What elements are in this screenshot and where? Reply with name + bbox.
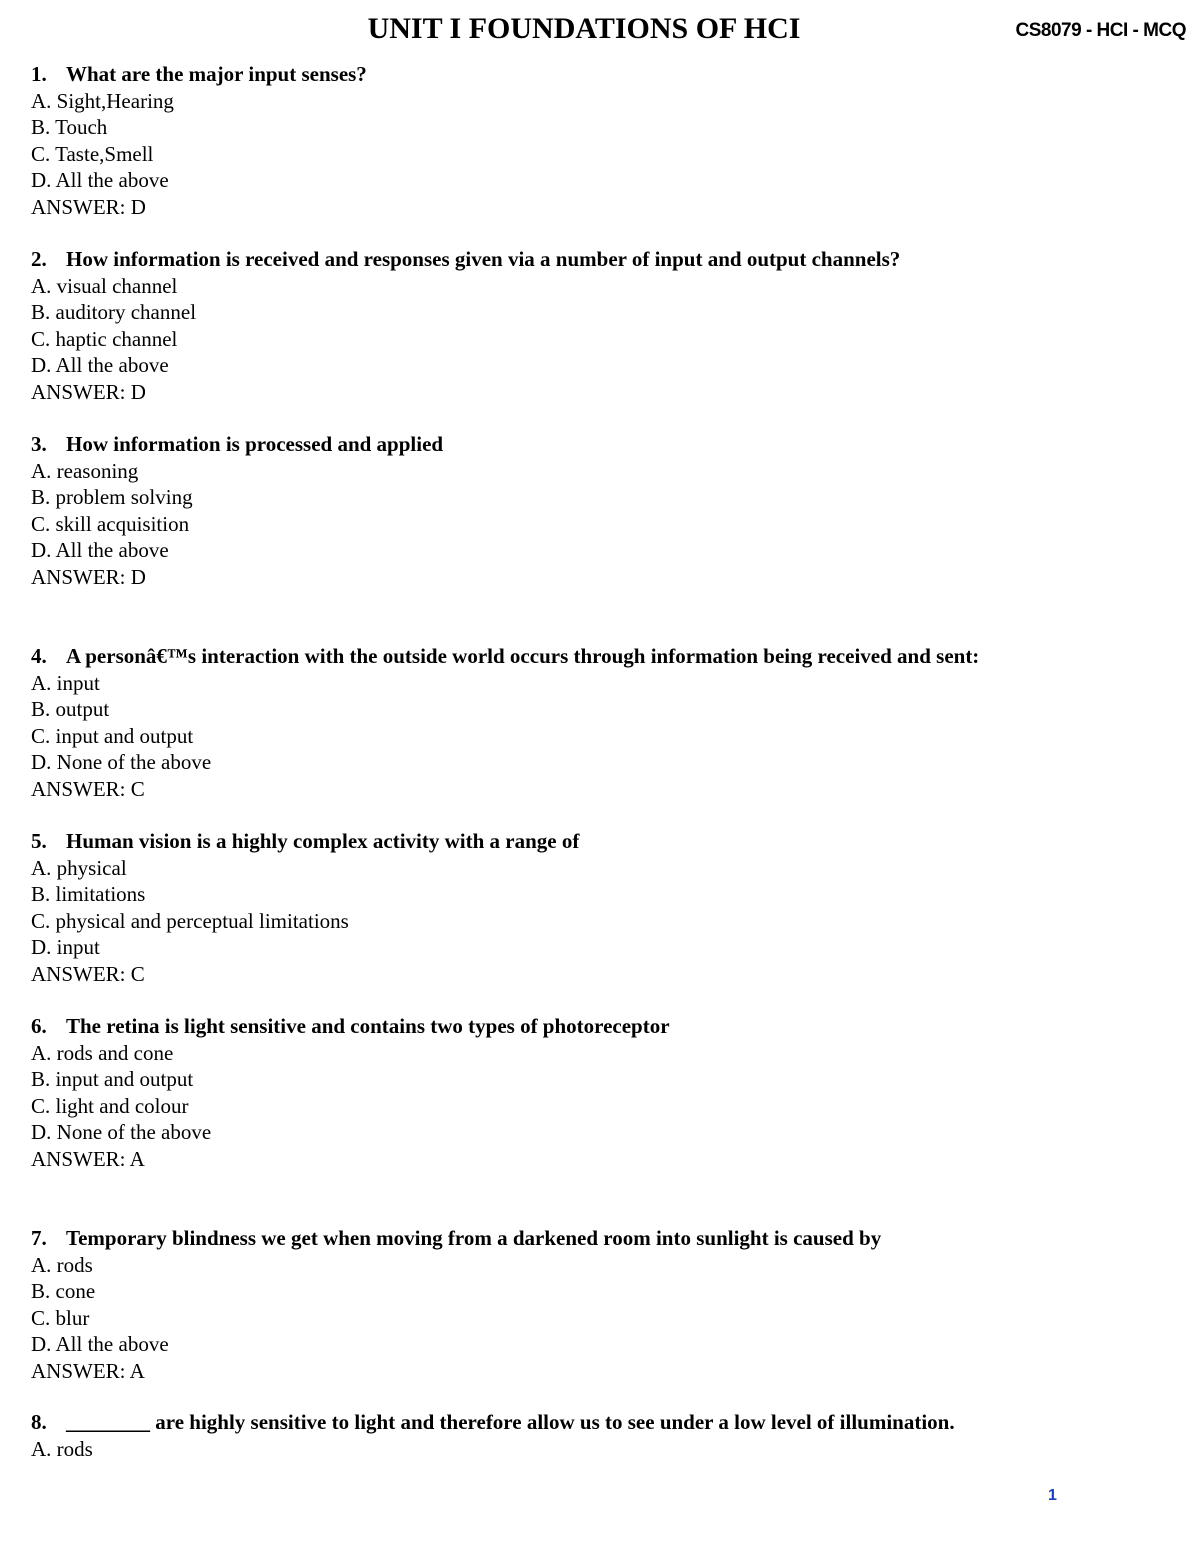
answer: ANSWER: D [31, 379, 146, 404]
question-stem: Human vision is a highly complex activity with a range of [66, 829, 580, 853]
option-d: D. All the above [31, 168, 169, 193]
option-d: D. input [31, 935, 100, 960]
question-text [31, 61, 1181, 88]
question-number: 8. [31, 1410, 47, 1434]
option-c: C. input and output [31, 723, 194, 748]
question-text [31, 1409, 1181, 1436]
question-number: 1. [31, 62, 47, 86]
question-stem: How information is received and responses given via a number of input and output channels? [66, 247, 901, 271]
page-number: 1 [1048, 1487, 1057, 1504]
option-d: D. All the above [31, 538, 169, 563]
question-block-2 [31, 246, 1181, 406]
question-number: 2. [31, 247, 47, 271]
question-block-4 [31, 643, 1181, 803]
option-a: A. input [31, 670, 100, 695]
option-c: C. skill acquisition [31, 511, 190, 536]
question-block-5 [31, 828, 1181, 988]
question-number: 4. [31, 644, 47, 668]
option-c: C. haptic channel [31, 326, 178, 351]
answer: ANSWER: C [31, 961, 145, 986]
option-a: A. Sight,Hearing [31, 88, 174, 113]
answer: ANSWER: D [31, 564, 146, 589]
answer: ANSWER: A [31, 1358, 145, 1383]
question-text [31, 246, 1181, 273]
option-d: D. All the above [31, 1332, 169, 1357]
option-c: C. light and colour [31, 1093, 189, 1118]
question-text [31, 431, 1181, 458]
question-number: 7. [31, 1226, 47, 1250]
option-b: B. cone [31, 1279, 96, 1304]
question-text [31, 828, 1181, 855]
option-d: D. None of the above [31, 750, 212, 775]
option-c: C. blur [31, 1305, 90, 1330]
option-a: A. rods [31, 1252, 93, 1277]
question-number: 3. [31, 432, 47, 456]
option-b: B. limitations [31, 882, 146, 907]
question-text [31, 1013, 1181, 1040]
option-a: A. rods and cone [31, 1040, 174, 1065]
question-block-7 [31, 1225, 1181, 1385]
option-b: B. Touch [31, 115, 108, 140]
option-b: B. auditory channel [31, 300, 197, 325]
course-code: CS8079 - HCI - MCQ [1015, 20, 1186, 41]
option-c: C. Taste,Smell [31, 141, 154, 166]
question-text [31, 643, 1181, 670]
answer: ANSWER: A [31, 1146, 145, 1171]
question-text [31, 1225, 1181, 1252]
question-stem: What are the major input senses? [66, 62, 367, 86]
answer: ANSWER: D [31, 194, 146, 219]
option-d: D. None of the above [31, 1120, 212, 1145]
option-b: B. problem solving [31, 485, 193, 510]
question-stem: How information is processed and applied [66, 432, 444, 456]
option-a: A. rods [31, 1436, 93, 1461]
option-a: A. visual channel [31, 273, 178, 298]
option-b: B. input and output [31, 1067, 194, 1092]
option-a: A. physical [31, 855, 127, 880]
option-b: B. output [31, 697, 110, 722]
question-block-3 [31, 431, 1181, 591]
question-stem: Temporary blindness we get when moving from a darkened room into sunlight is caused by [66, 1226, 882, 1250]
question-block-1 [31, 61, 1181, 221]
question-stem: A personâ€™s interaction with the outside world occurs through information being received and sent: [66, 644, 980, 668]
question-number: 6. [31, 1014, 47, 1038]
question-stem: ________ are highly sensitive to light and therefore allow us to see under a low level of illumination. [66, 1410, 955, 1434]
question-block-8 [31, 1409, 1181, 1462]
option-c: C. physical and perceptual limitations [31, 908, 349, 933]
question-block-6 [31, 1013, 1181, 1173]
question-number: 5. [31, 829, 47, 853]
answer: ANSWER: C [31, 776, 145, 801]
question-stem: The retina is light sensitive and contains two types of photoreceptor [66, 1014, 670, 1038]
option-d: D. All the above [31, 353, 169, 378]
option-a: A. reasoning [31, 458, 139, 483]
page-title: UNIT I FOUNDATIONS OF HCI [367, 12, 801, 45]
